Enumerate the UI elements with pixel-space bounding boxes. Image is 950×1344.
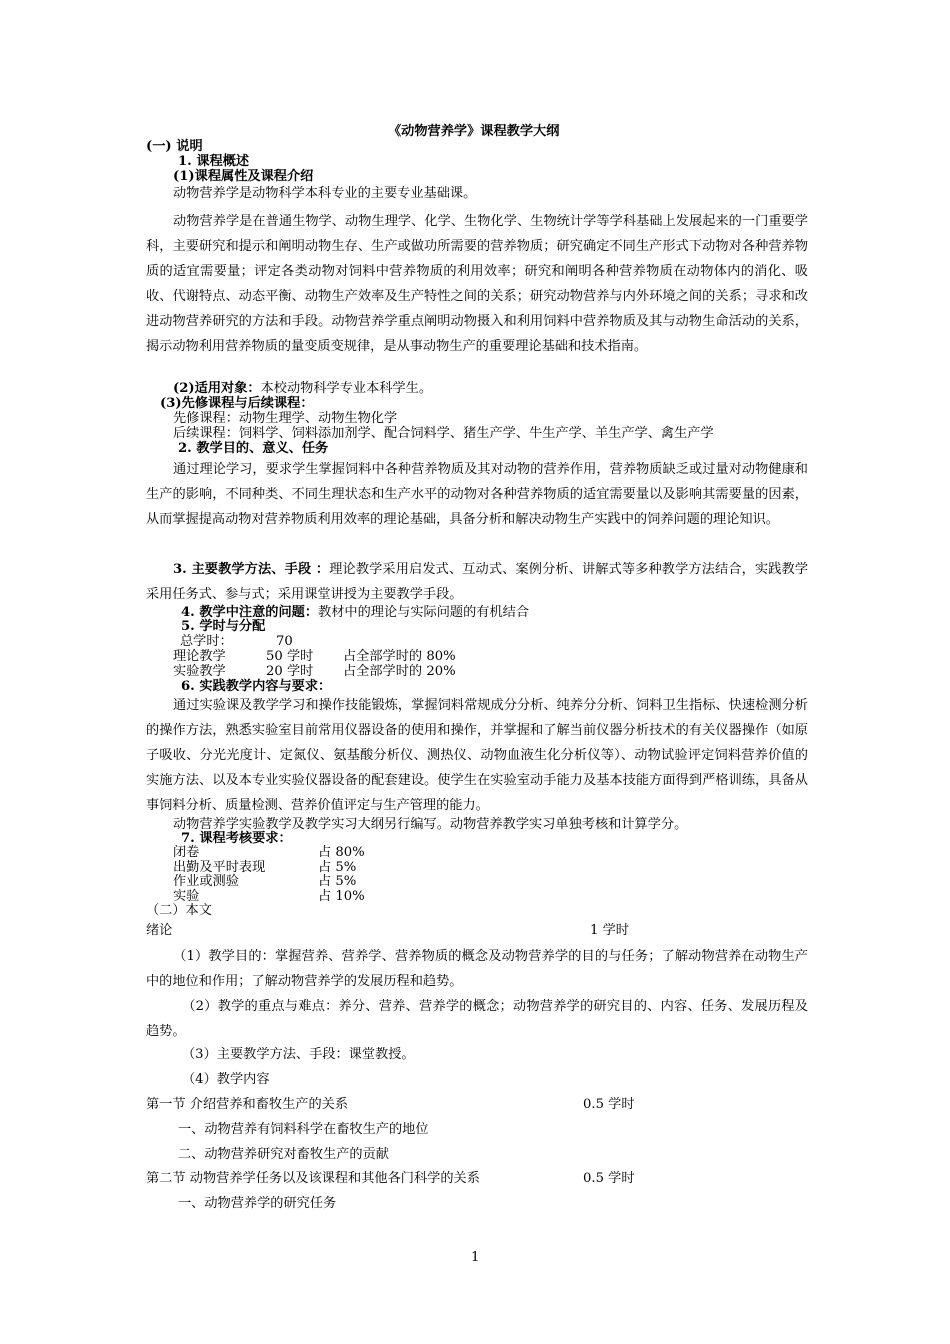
paragraph-practice [146,693,808,818]
assessment-item-share: 占 10% [318,889,365,904]
target-audience [173,381,432,397]
subheading-assessment: 7. 课程考核要求： [181,831,292,846]
target-audience-label: (2)适用对象： [173,381,261,396]
chapter-1-title: 第一节 介绍营养和畜牧生产的关系 [146,1097,349,1112]
target-audience-text: 本校动物科学专业本科学生。 [260,381,433,396]
page-number: 1 [471,1250,480,1265]
paragraph-teaching-goals-text: 通过理论学习，要求学生掌握饲料中各种营养物质及其对动物的营养作用，营养物质缺乏或过量对动物健康和生产的影响，不同种类、不同生理状态和生产水平的动物对各种营养物质的适宜需要量以及影响其需要量的因素，从而掌握提高动物对营养物质利用效率的理论基础，具备分析和解决动物生产实践中的饲养问题的理论知识。 [146,462,808,527]
paragraph-teaching-goals [146,457,808,532]
paragraph-intro-2-text: 动物营养学是在普通生物学、动物生理学、化学、生物化学、生物统计学等学科基础上发展起来的一门重要学科，主要研究和提示和阐明动物生存、生产或做功所需要的营养物质；研究确定不同生产形式下动物对各种营养物质的适宜需要量；评定各类动物对饲料中营养物质的利用效率；研究和阐明各种营养物质在动物体内的消化、吸收、代谢特点、动态平衡、动物生产效率及生产特性之间的关系；研究动物营养与内外环境之间的关系；寻求和改进动物营养研究的方法和手段。动物营养学重点阐明动物摄入和利用饲料中营养物质及其与动物生命活动的关系，揭示动物利用营养物质的量变质变规律，是从事动物生产的重要理论基础和技术指南。 [146,214,808,354]
hours-row-name: 实验教学 [173,664,226,679]
chapter-2-title: 第二节 动物营养学任务以及该课程和其他各门科学的关系 [146,1171,480,1186]
paragraph-teaching-methods [146,557,808,607]
subheading-course-attributes: (1)课程属性及课程介绍 [173,169,314,184]
prerequisite-courses: 先修课程：动物生理学、动物生物化学 [173,411,398,426]
paragraph-content: （4）教学内容 [182,1072,270,1087]
total-hours-value: 70 [276,634,293,649]
hours-row-share: 占全部学时的 20% [343,664,456,679]
hours-row-hours: 20 学时 [266,664,314,679]
paragraph-methods: （3）主要教学方法、手段：课堂教授。 [182,1047,415,1062]
assessment-item-share: 占 5% [318,874,357,889]
follow-up-courses: 后续课程：饲料学、饲料添加剂学、配合饲料学、猪生产学、牛生产学、羊生产学、禽生产学 [173,426,714,441]
paragraph-key-points-text: （2）教学的重点与难点：养分、营养、营养学的概念；动物营养学的研究目的、内容、任务、发展历程及趋势。 [146,999,808,1039]
subheading-teaching-goals: 2. 教学目的、意义、任务 [178,441,329,456]
assessment-item-name: 出勤及平时表现 [173,860,266,875]
paragraph-intro-1: 动物营养学是动物科学本科专业的主要专业基础课。 [173,186,477,201]
subheading-hours: 5. 学时与分配 [181,619,266,634]
teaching-methods-text: 理论教学采用启发式、互动式、案例分析、讲解式等多种教学方法结合，实践教学采用任务式、参与式；采用课堂讲授为主要教学手段。 [146,562,809,602]
chapter-1-item: 一、动物营养有饲料科学在畜牧生产的地位 [178,1122,429,1137]
subheading-courses: (3)先修课程与后续课程： [160,396,314,411]
paragraph-objectives [146,944,808,994]
chapter-2-hours: 0.5 学时 [583,1171,635,1186]
section-heading-body: （二）本文 [146,903,212,918]
paragraph-objectives-text: （1）教学目的：掌握营养、营养学、营养物质的概念及动物营养学的目的与任务；了解动物营养在动物生产中的地位和作用；了解动物营养学的发展历程和趋势。 [146,949,808,989]
teaching-notes-text: 教材中的理论与实际问题的有机结合 [318,605,530,620]
teaching-methods-label: 3. 主要教学方法、手段 ： [173,562,330,577]
hours-row-hours: 50 学时 [266,649,314,664]
section-heading-description: (一) 说明 [146,139,203,154]
hours-row-share: 占全部学时的 80% [343,649,456,664]
introduction-hours: 1 学时 [590,923,629,938]
paragraph-practice-text: 通过实验课及教学学习和操作技能锻炼，掌握饲料常规成分分析、纯养分分析、饲料卫生指标、快速检测分析的操作方法，熟悉实验室目前常用仪器设备的使用和操作，并掌握和了解当前仪器分析技术的有关仪器操作（如原子吸收、分光光度计、定氮仪、氨基酸分析仪、测热仪、动物血液生化分析仪等）、动物试验评定饲料营养价值的实施方法、以及本专业实验仪器设备的配套建设。使学生在实验室动手能力及基本技能方面得到严格训练，具备从事饲料分析、质量检测、营养价值评定与生产管理的能力。 [146,698,808,813]
chapter-1-hours: 0.5 学时 [583,1097,635,1112]
paragraph-key-points [146,994,808,1044]
paragraph-intro-2 [146,209,808,359]
assessment-item-name: 实验 [173,889,200,904]
hours-row-name: 理论教学 [173,649,226,664]
chapter-2-item: 一、动物营养学的研究任务 [178,1196,337,1211]
assessment-item-name: 作业或测验 [173,874,239,889]
paragraph-practice-2: 动物营养学实验教学及教学实习大纲另行编写。动物营养教学实习单独考核和计算学分。 [173,817,688,832]
assessment-item-share: 占 5% [318,860,357,875]
subheading-practice: 6. 实践教学内容与要求： [181,679,332,694]
introduction-title: 绪论 [146,923,173,938]
chapter-1-item: 二、动物营养研究对畜牧生产的贡献 [178,1147,389,1162]
subheading-course-overview: 1. 课程概述 [178,154,250,169]
total-hours-label: 总学时： [180,634,233,649]
assessment-item-share: 占 80% [318,845,365,860]
assessment-item-name: 闭卷 [173,845,200,860]
document-title: 《动物营养学》课程教学大纲 [388,124,560,139]
teaching-notes-label: 4. 教学中注意的问题： [181,605,319,620]
